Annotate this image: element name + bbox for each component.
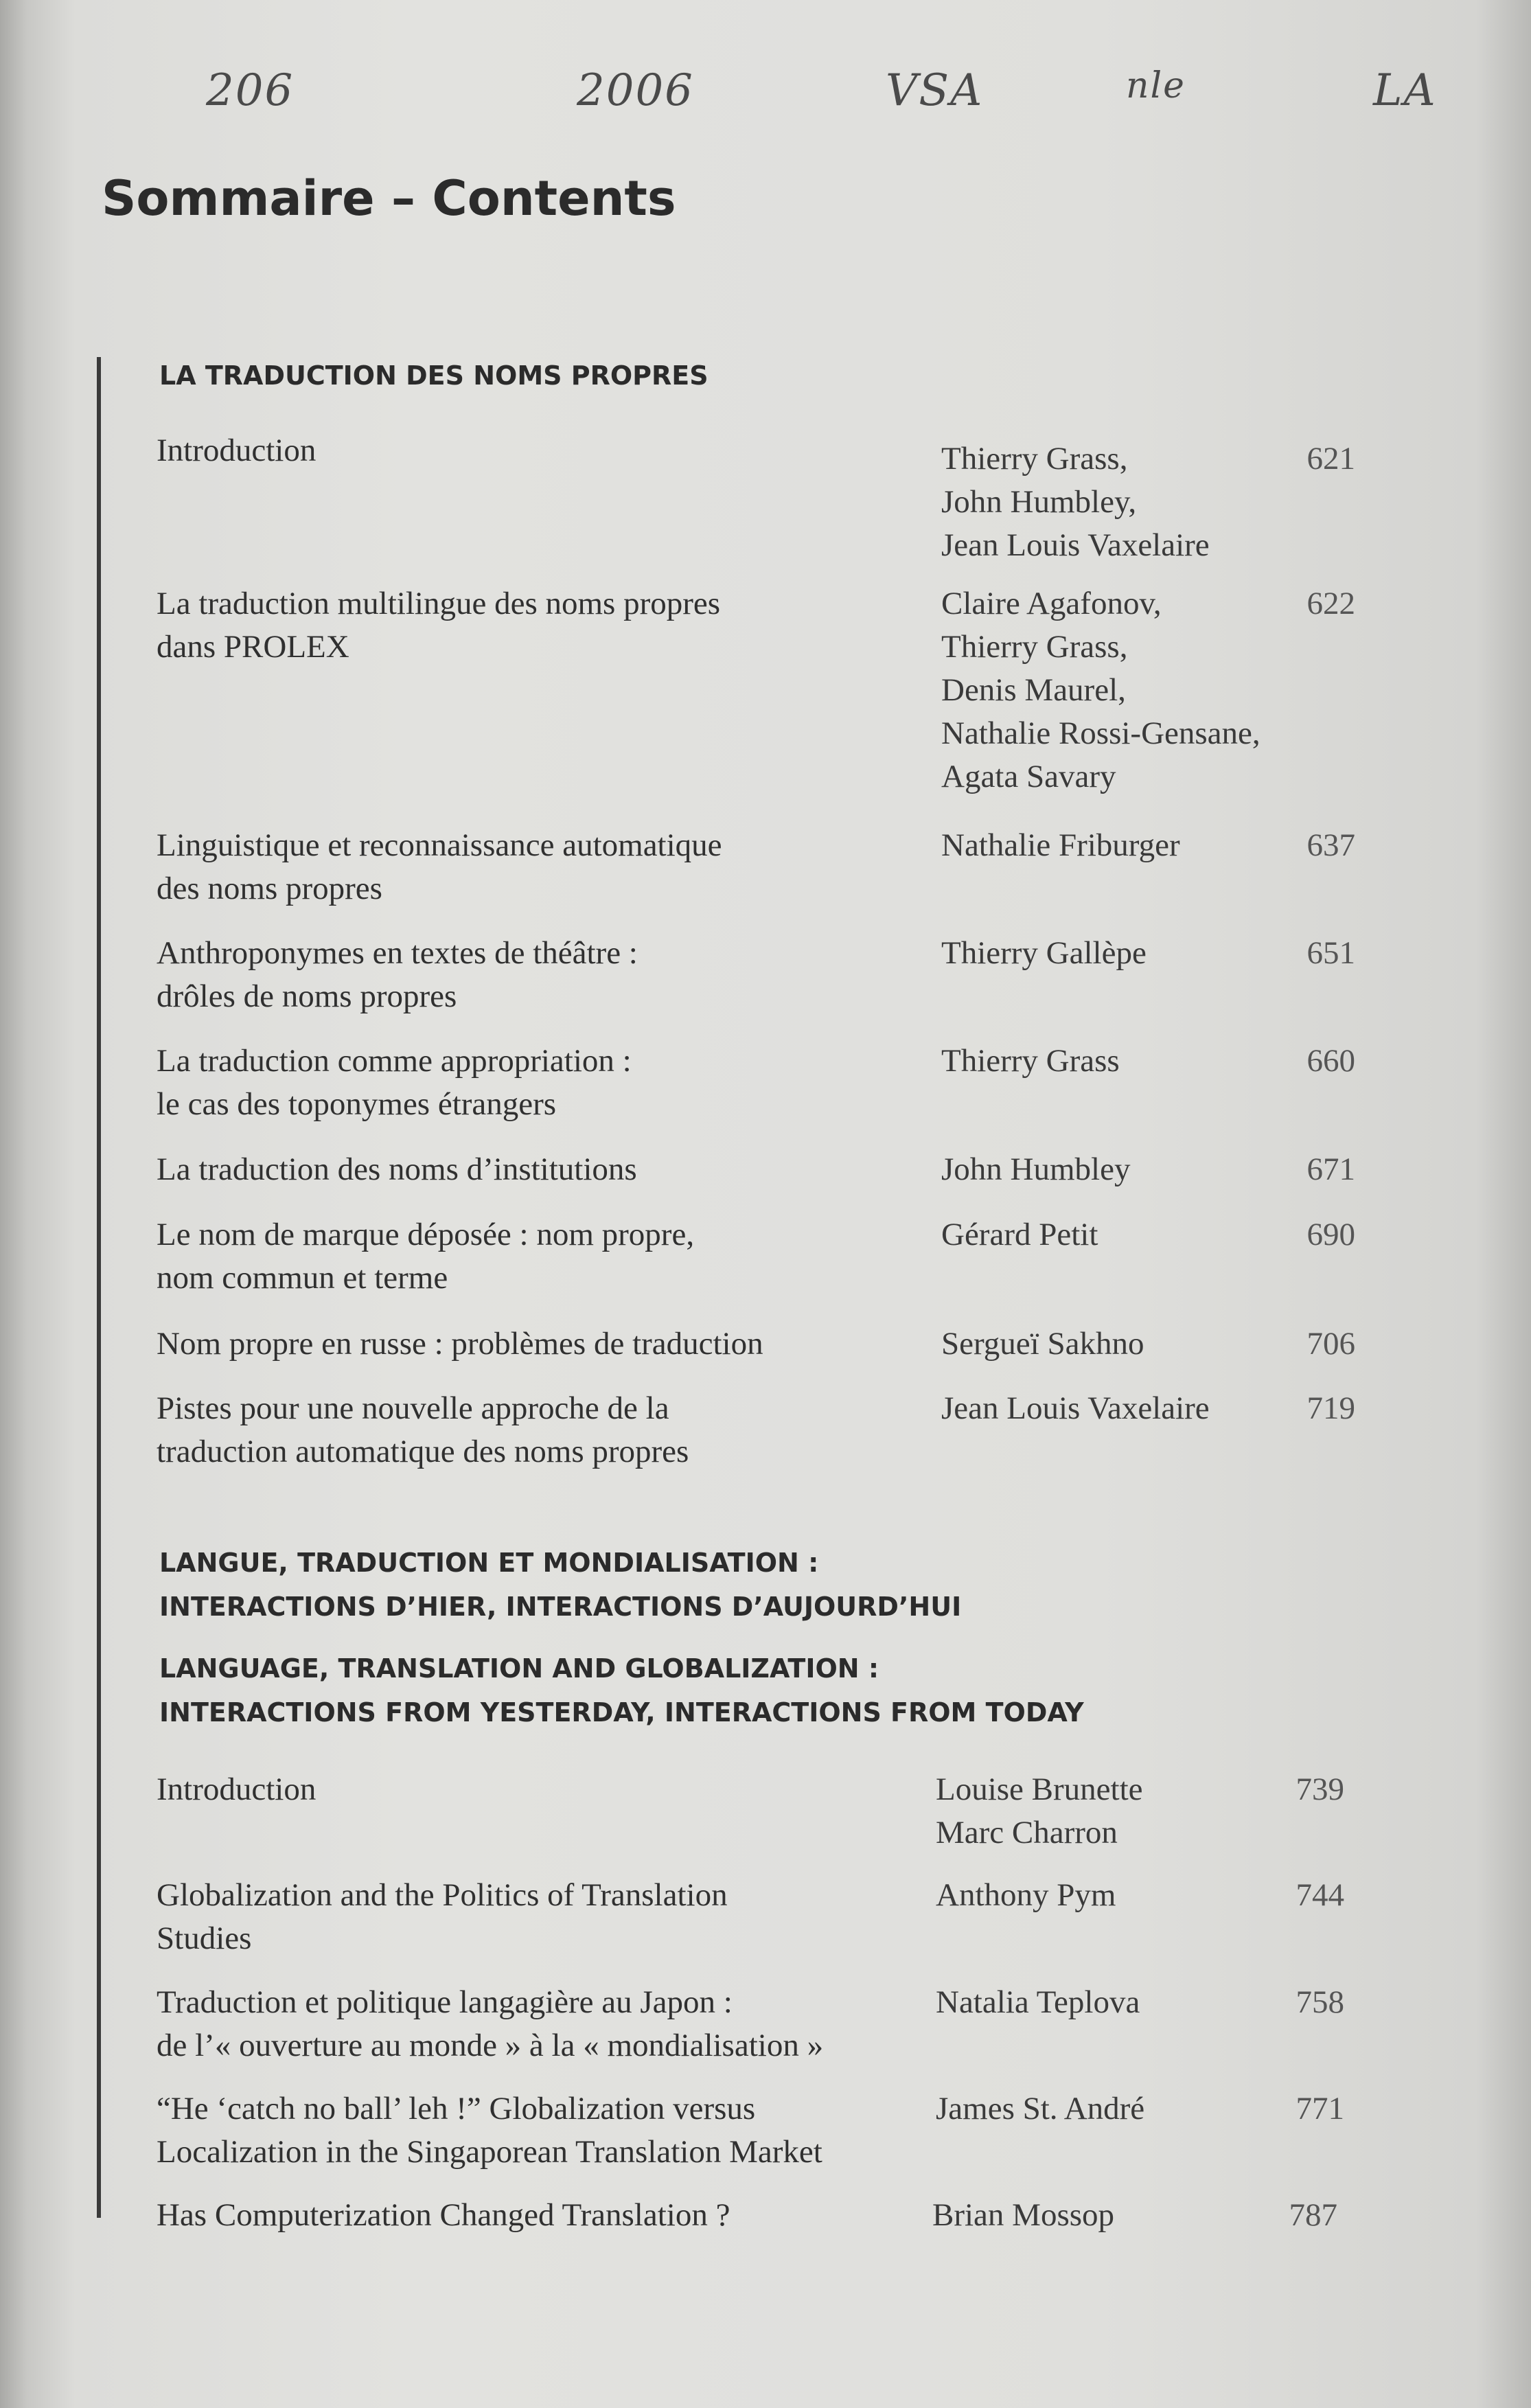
- entry-author-line: Sergueï Sakhno: [941, 1326, 1144, 1362]
- entry-authors: [936, 1981, 1279, 2024]
- entry-page-number: 744: [1296, 1877, 1344, 1913]
- entry-page-number: 660: [1306, 1043, 1355, 1079]
- entry-author-line: Denis Maurel,: [941, 672, 1126, 708]
- entry-title: [157, 2087, 912, 2174]
- entry-page-number: 771: [1296, 2091, 1344, 2126]
- entry-title-line: La traduction comme appropriation :: [157, 1043, 632, 1079]
- entry-authors: [941, 1213, 1285, 1257]
- entry-title-line: Has Computerization Changed Translation ?: [157, 2197, 730, 2233]
- entry-title: [157, 1322, 912, 1366]
- entry-page-number: 739: [1296, 1771, 1344, 1807]
- entry-title-line: de l’« ouverture au monde » à la « mondialisation »: [157, 2028, 824, 2063]
- section-subheading: [159, 1647, 1084, 1734]
- entry-authors: [941, 1322, 1285, 1366]
- entry-title: [157, 932, 912, 1018]
- entry-page-number: 719: [1306, 1390, 1355, 1426]
- entry-title: [157, 582, 912, 669]
- entry-author-line: Agata Savary: [941, 759, 1116, 794]
- entry-title: [157, 1387, 912, 1474]
- entry-page-number: 690: [1306, 1217, 1355, 1252]
- entry-title-line: Le nom de marque déposée : nom propre,: [157, 1217, 695, 1252]
- entry-author-line: Louise Brunette: [936, 1771, 1143, 1807]
- handwritten-note: 2006: [577, 65, 694, 116]
- entry-page-number: 622: [1306, 586, 1355, 621]
- section-heading: [159, 354, 709, 398]
- entry-author-line: Gérard Petit: [941, 1217, 1098, 1252]
- entry-title-line: Globalization and the Politics of Translation: [157, 1877, 728, 1913]
- entry-authors: [941, 932, 1285, 975]
- entry-title: [157, 824, 912, 910]
- entry-title-line: traduction automatique des noms propres: [157, 1434, 689, 1469]
- entry-title-line: Localization in the Singaporean Translation Market: [157, 2134, 822, 2170]
- entry-title-line: Linguistique et reconnaissance automatique: [157, 827, 722, 863]
- entry-author-line: John Humbley,: [941, 484, 1137, 520]
- entry-author-line: James St. André: [936, 2091, 1145, 2126]
- section-subheading-line: INTERACTIONS FROM YESTERDAY, INTERACTIONS FROM TODAY: [159, 1697, 1084, 1728]
- entry-authors: [941, 437, 1285, 567]
- entry-title: [157, 2194, 912, 2237]
- entry-authors: [941, 824, 1285, 867]
- entry-title-line: Introduction: [157, 1771, 316, 1807]
- section-heading-line: INTERACTIONS D’HIER, INTERACTIONS D’AUJOURD’HUI: [159, 1592, 962, 1622]
- entry-title: [157, 1981, 912, 2067]
- entry-title-line: dans PROLEX: [157, 629, 349, 665]
- handwritten-note: LA: [1373, 65, 1437, 116]
- entry-author-line: Thierry Grass,: [941, 441, 1128, 477]
- page-title: Sommaire – Contents: [102, 170, 676, 227]
- entry-author-line: Jean Louis Vaxelaire: [941, 1390, 1210, 1426]
- entry-author-line: Brian Mossop: [932, 2197, 1115, 2233]
- entry-title: [157, 429, 912, 472]
- entry-title: [157, 1040, 912, 1126]
- entry-title: [157, 1768, 912, 1811]
- entry-title-line: Nom propre en russe : problèmes de traduction: [157, 1326, 763, 1362]
- entry-page-number: 637: [1306, 827, 1355, 863]
- entry-title: [157, 1874, 912, 1960]
- entry-author-line: Nathalie Friburger: [941, 827, 1180, 863]
- entry-title-line: “He ‘catch no ball’ leh !” Globalization versus: [157, 2091, 756, 2126]
- entry-title-line: La traduction multilingue des noms propres: [157, 586, 721, 621]
- entry-author-line: Thierry Grass: [941, 1043, 1120, 1079]
- section-heading: [159, 1541, 961, 1629]
- entry-author-line: Thierry Grass,: [941, 629, 1128, 665]
- section-subheading-line: LANGUAGE, TRANSLATION AND GLOBALIZATION :: [159, 1653, 879, 1684]
- entry-title: [157, 1213, 912, 1300]
- entry-title-line: drôles de noms propres: [157, 978, 457, 1014]
- entry-page-number: 671: [1306, 1151, 1355, 1187]
- entry-title-line: Traduction et politique langagière au Japon :: [157, 1984, 733, 2020]
- entry-title: [157, 1148, 912, 1191]
- handwritten-note: nle: [1126, 65, 1186, 106]
- entry-author-line: Thierry Gallèpe: [941, 935, 1147, 971]
- entry-author-line: Anthony Pym: [936, 1877, 1116, 1913]
- entry-author-line: John Humbley: [941, 1151, 1131, 1187]
- entry-title-line: La traduction des noms d’institutions: [157, 1151, 637, 1187]
- entry-page-number: 651: [1306, 935, 1355, 971]
- section-heading-line: LA TRADUCTION DES NOMS PROPRES: [159, 360, 709, 391]
- entry-authors: [936, 1768, 1279, 1855]
- entry-page-number: 621: [1306, 441, 1355, 477]
- entry-title-line: le cas des toponymes étrangers: [157, 1086, 557, 1122]
- entry-authors: [941, 1148, 1285, 1191]
- entry-title-line: nom commun et terme: [157, 1260, 448, 1296]
- entry-authors: [941, 1387, 1285, 1430]
- section-heading-line: LANGUE, TRADUCTION ET MONDIALISATION :: [159, 1548, 819, 1578]
- section-rule: [97, 357, 101, 2218]
- entry-authors: [941, 1040, 1285, 1083]
- entry-page-number: 787: [1289, 2197, 1337, 2233]
- entry-authors: [941, 582, 1285, 799]
- entry-author-line: Claire Agafonov,: [941, 586, 1162, 621]
- entry-authors: [936, 2087, 1279, 2131]
- entry-title-line: des noms propres: [157, 871, 382, 906]
- entry-title-line: Studies: [157, 1920, 252, 1956]
- entry-author-line: Nathalie Rossi-Gensane,: [941, 715, 1261, 751]
- entry-page-number: 758: [1296, 1984, 1344, 2020]
- entry-author-line: Natalia Teplova: [936, 1984, 1140, 2020]
- entry-authors: [932, 2194, 1276, 2237]
- entry-page-number: 706: [1306, 1326, 1355, 1362]
- handwritten-note: 206: [206, 65, 295, 116]
- handwritten-note: VSA: [886, 65, 984, 116]
- entry-title-line: Pistes pour une nouvelle approche de la: [157, 1390, 669, 1426]
- entry-author-line: Marc Charron: [936, 1815, 1118, 1850]
- entry-title-line: Introduction: [157, 433, 316, 468]
- entry-authors: [936, 1874, 1279, 1917]
- entry-title-line: Anthroponymes en textes de théâtre :: [157, 935, 638, 971]
- entry-author-line: Jean Louis Vaxelaire: [941, 527, 1210, 563]
